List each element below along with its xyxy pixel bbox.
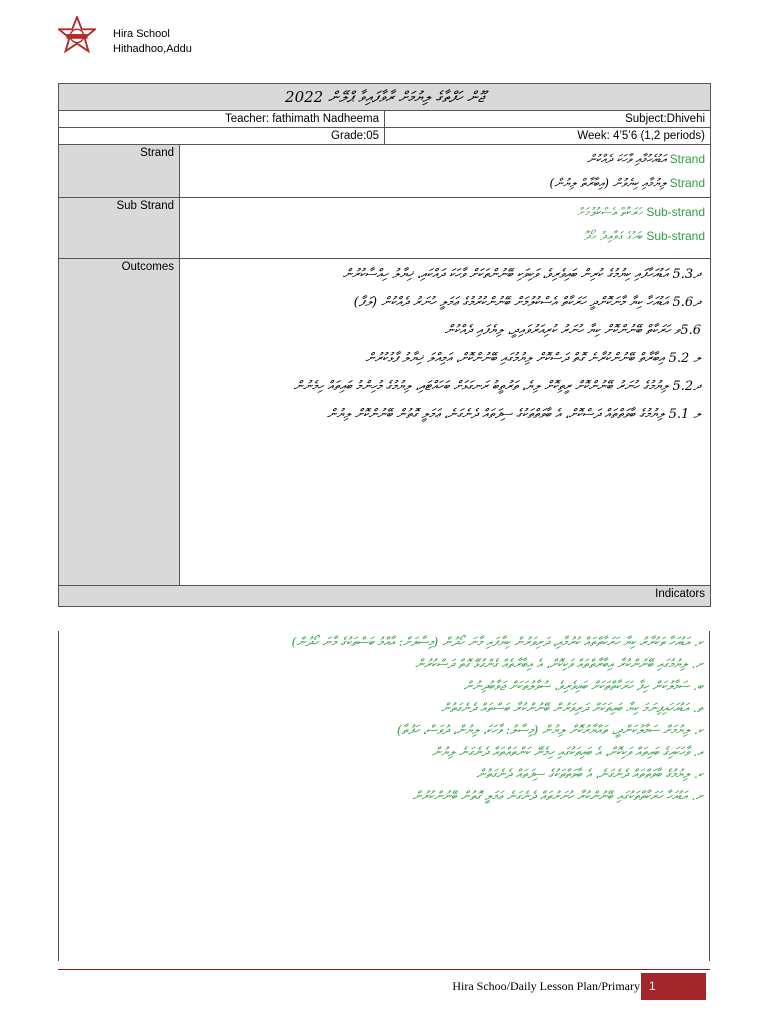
sub-strand-line-1 bbox=[185, 200, 705, 224]
outcome-item: ލ 5.2 އިބާރާތް ބޭނުންކުރާނެ ގޮތް ދަސްކޮށް ލިޔުމުގައި ބޭނުންކޮށް، އަމިއްލަ ޚިޔާލު ފާޅުކުރުން bbox=[365, 351, 702, 366]
outcome-item: ލ 5.1 ލިޔުމުގެ ބާވަތްތައް ދަސްކޮށް، އެ ބާވަތްތަކުގެ ސިފަތައް ދެނެގަނެ، ޢަމަލީ ގޮތުން ބޭނުންކޮށް ލިޔުން bbox=[326, 407, 702, 422]
outcome-item: ދ5.3 އަޑުއަހާފައި ކިޔުމުގެ ކުރިން ބައިވެރިވެ، ވަކިވަކި ބޭނުންތަކަށް ވާހަކަ ދައްކައި، ޚިޔާލު ހިއްސާކުރުން bbox=[342, 267, 702, 282]
sub-strand-tag: Sub-strand bbox=[646, 205, 706, 219]
strand-content bbox=[180, 145, 711, 198]
school-logo bbox=[58, 16, 96, 54]
strand-text: އަޑުއެހުމާއި ވާހަކަ ދެއްކުން bbox=[586, 152, 667, 166]
indicator-item: ށ. އަޑުއަހާ ހަރަކާތްތަކުގައި ބޭނުންކުރާ ހުނަރުތައް ދެނެގަނެ ޢަމަލީ ގޮތުން ބޭނުންކުރުން bbox=[412, 788, 703, 803]
grade-field: Grade:05 bbox=[59, 128, 385, 145]
sub-strand-text: ބަހުގެ ގަވާއިދު ހޯދާ bbox=[583, 229, 643, 243]
indicator-item: ކ. އަޑުއަހާ ތަކުރާރު ކިޔާ ހަރަކާތްތައް ކުރުމާއި، ދަރިވަރުން ކިޔާފައި މާނަ ހޯދުން (މިސާލަށް: އާއްމު ބަސްތަކުގެ މާނަ ހޯދުން) bbox=[291, 634, 703, 649]
week-field: Week: 4’5’6 (1,2 periods) bbox=[385, 128, 711, 145]
sub-strand-tag: Sub-strand bbox=[646, 229, 706, 243]
strand-label: Strand bbox=[59, 145, 180, 198]
strand-text: ލިޔުމާއި ކިޔެވުން (އިބާރާތް ލިޔުން) bbox=[549, 176, 667, 190]
outcomes-content bbox=[180, 259, 711, 586]
indicator-item: ތ. އަޑުއަހައިފިނަމަ ކިޔާ ބައިތަކަށް ދަރިވަރުން ބޭނުންކުރާ ބަސްތައް ދެނެގަތުން bbox=[440, 700, 703, 715]
plan-title: ޖޫން ހަފްތާގެ ލިޔުމަށް ރާވާފައިވާ ޕްލޭން 2022 bbox=[59, 84, 711, 111]
strand-line-1 bbox=[185, 147, 705, 171]
outcomes-label: Outcomes bbox=[59, 259, 180, 586]
indicator-item: ބ. ސަމާލުކަން ހިފާ ހަރަކާތްތަކަށް ބައިވެރިވެ، ސުވާލުތަކަށް ޖަވާބުދިނުން bbox=[463, 678, 703, 693]
indicators-label: Indicators bbox=[59, 586, 711, 607]
footer-text: Hira Schoo/Daily Lesson Plan/Primary bbox=[452, 979, 640, 993]
outcome-item: 5.6ވ ހަރަކާތް ބޭނުންކޮށް ކިޔާ ހުނަރު ކުރިއަރުވައިދީ، ލިޔެފައި ދެއްކުން bbox=[444, 323, 702, 338]
outcome-item: ދ5.2 ލިޔުމުގެ ހުނަރު ބޭނުންކޮށް ރީތިކޮށް ލިޔެ، ތަރުތީބު ރަނގަޅަށް ބަހައްޓައި، ލިޔުމުގެ މުހިންމު ބައިތައް ހިމެނުން bbox=[293, 379, 702, 394]
indicator-item: ށ. ލިޔުމުގައި ބޭނުންކުރާ އިބާރާތްތައް ވަކިކޮށް، އެ އިބާރާތެއް ގެންގުޅޭ ގޮތް ދަސްކުރުން bbox=[415, 656, 703, 671]
page-number: 1 bbox=[641, 973, 706, 1000]
indicator-item: ކ. ލިޔުމަށް ސަމާލުކަންދީ، ތައްޔާރުކޮށް ލިޔުން (މިސާލު: ވާހަކަ، ލިޔުން، ދުވަސް، ހަފުތާ) bbox=[396, 722, 703, 737]
sub-strand-content bbox=[180, 198, 711, 259]
outcome-item: ދ5.6 އަޑުއަހާ ކިޔާ މާނަކޮށްދީ ހަރަކާތް އެސްކުލުމަށް ބޭނުންކުރުމުގެ ޢަމަލީ ހުނަރު ދެއްކުން (ލަފާ) bbox=[353, 295, 702, 310]
school-name-line2: Hithadhoo,Addu bbox=[113, 43, 192, 55]
strand-tag: Strand bbox=[669, 152, 706, 166]
teacher-field: Teacher: fathimath Nadheema bbox=[59, 111, 385, 128]
school-name-line1: Hira School bbox=[113, 28, 170, 40]
sub-strand-text: ހަރަކާތް އެސްކުލުމަށް bbox=[577, 205, 643, 219]
indicator-item: އ. ވާހަކައިގެ ބައިތައް ވަކިކޮށް، އެ ބައިތަކުގައި ހިމެނޭ ކަންތައްތައް ދެނެގަނެ ލިޔުން bbox=[431, 744, 703, 759]
subject-field: Subject:Dhivehi bbox=[385, 111, 711, 128]
sub-strand-label: Sub Strand bbox=[59, 198, 180, 259]
strand-tag: Strand bbox=[669, 176, 706, 190]
school-name bbox=[113, 27, 192, 57]
lesson-plan-table bbox=[58, 83, 710, 607]
strand-line-2 bbox=[185, 171, 705, 195]
indicator-item: ކ. ލިޔުމުގެ ބާވަތްތައް ދެނެގަނެ، އެ ބާވަތްތަކުގެ ސިފަތައް ދެނެގަތުން bbox=[476, 766, 703, 781]
footer-divider bbox=[58, 969, 710, 970]
indicators-content bbox=[58, 631, 710, 961]
sub-strand-line-2 bbox=[185, 224, 705, 248]
